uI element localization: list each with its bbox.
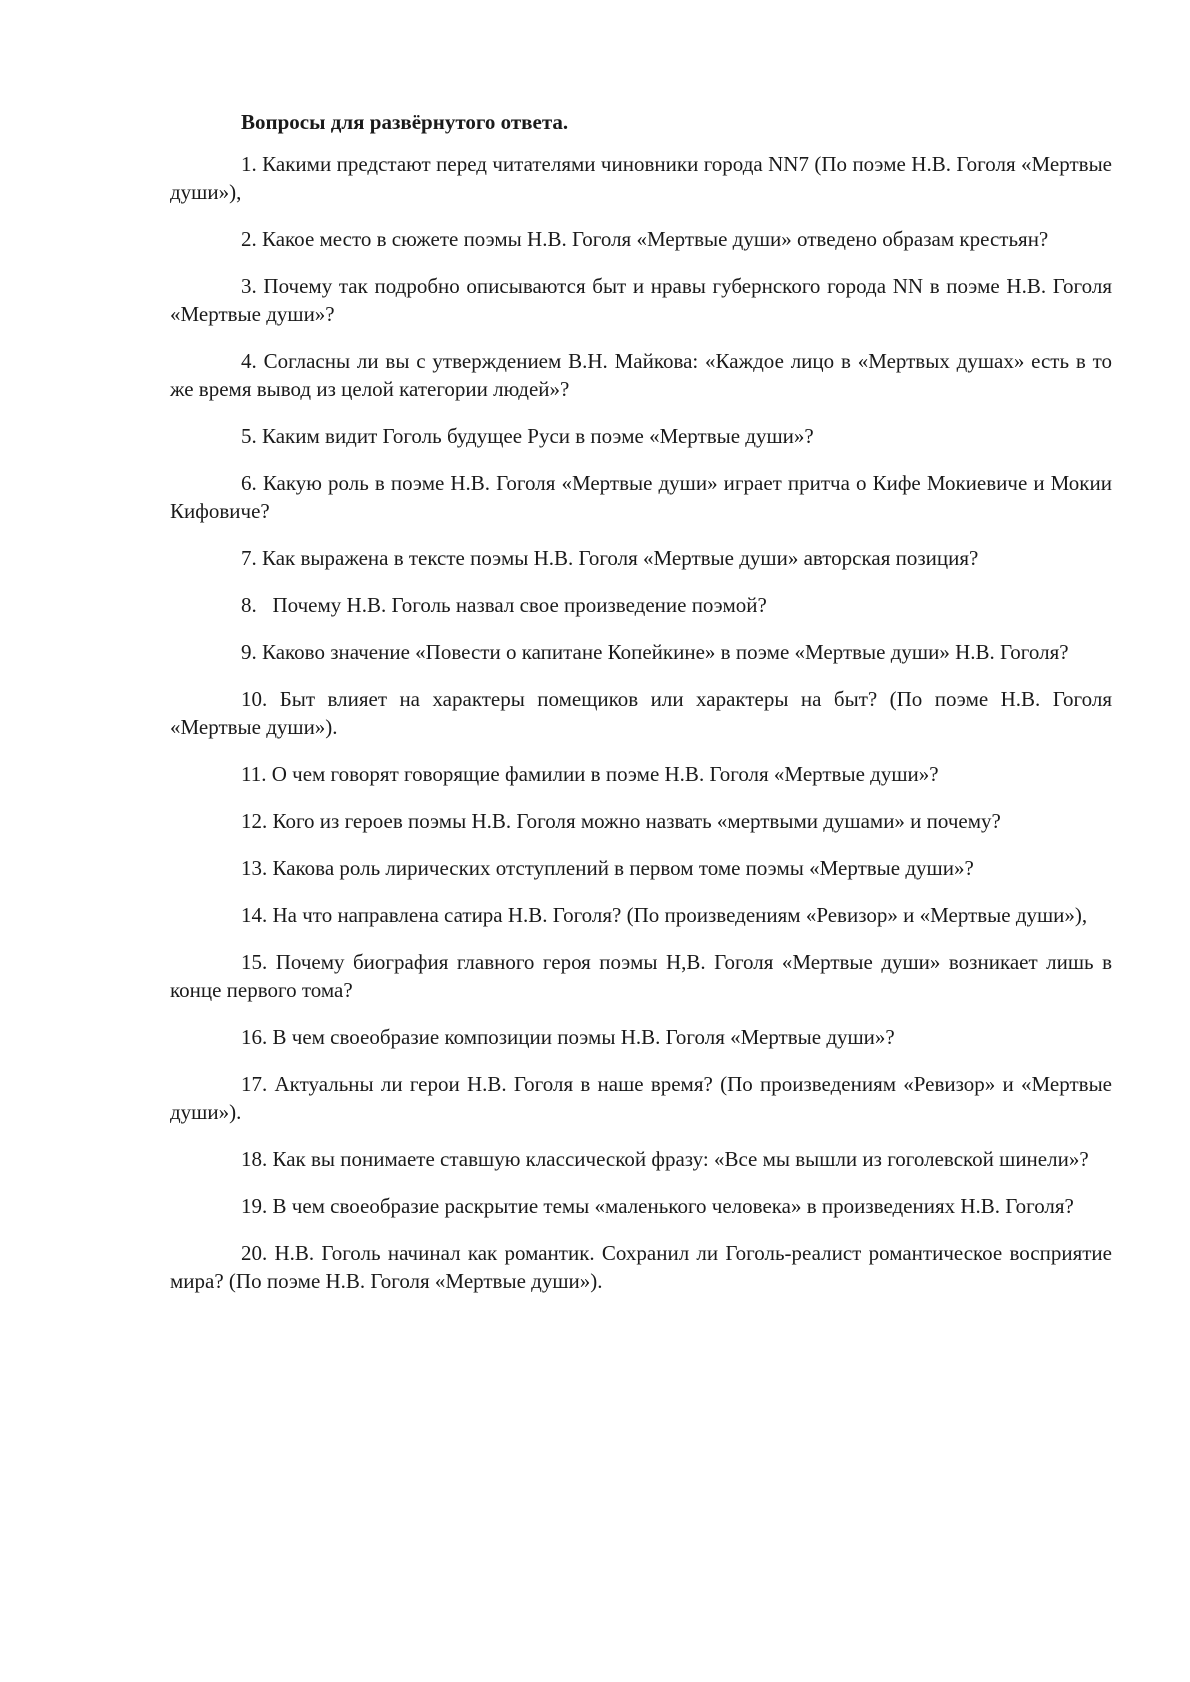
question-18: 18. Как вы понимаете ставшую классической фразу: «Все мы вышли из гоголевской шинели»? <box>241 1147 1089 1171</box>
document-content <box>170 108 1112 1314</box>
question-13: 13. Какова роль лирических отступлений в первом томе поэмы «Мертвые души»? <box>241 856 974 880</box>
question-6: 6. Какую роль в поэме Н.В. Гоголя «Мертвые души» играет притча о Кифе Мокиевиче и Мокии Кифовиче? <box>170 471 1112 523</box>
question-4: 4. Согласны ли вы с утверждением В.Н. Майкова: «Каждое лицо в «Мертвых душах» есть в то же время вывод из целой категории людей»? <box>170 349 1112 401</box>
question-3: 3. Почему так подробно описываются быт и нравы губернского города NN в поэме Н.В. Гоголя «Мертвые души»? <box>170 274 1112 326</box>
question-8: 8. Почему Н.В. Гоголь назвал свое произведение поэмой? <box>241 593 767 617</box>
question-1: 1. Какими предстают перед читателями чиновники города NN7 (По поэме Н.В. Гоголя «Мертвые души»), <box>170 152 1112 204</box>
question-11: 11. О чем говорят говорящие фамилии в поэме Н.В. Гоголя «Мертвые души»? <box>241 762 939 786</box>
question-2: 2. Какое место в сюжете поэмы Н.В. Гоголя «Мертвые души» отведено образам крестьян? <box>241 227 1049 251</box>
question-19: 19. В чем своеобразие раскрытие темы «маленького человека» в произведениях Н.В. Гоголя? <box>241 1194 1074 1218</box>
question-16: 16. В чем своеобразие композиции поэмы Н.В. Гоголя «Мертвые души»? <box>241 1025 895 1049</box>
question-12: 12. Кого из героев поэмы Н.В. Гоголя можно назвать «мертвыми душами» и почему? <box>241 809 1001 833</box>
question-20: 20. Н.В. Гоголь начинал как романтик. Сохранил ли Гоголь-реалист романтическое восприятие мира? (По поэме Н.В. Гоголя «Мертвые души»). <box>170 1241 1112 1293</box>
question-5: 5. Каким видит Гоголь будущее Руси в поэме «Мертвые души»? <box>241 424 814 448</box>
question-9: 9. Каково значение «Повести о капитане Копейкине» в поэме «Мертвые души» Н.В. Гоголя? <box>241 640 1069 664</box>
question-10: 10. Быт влияет на характеры помещиков или характеры на быт? (По поэме Н.В. Гоголя «Мертвые души»). <box>170 687 1112 739</box>
question-15: 15. Почему биография главного героя поэмы Н,В. Гоголя «Мертвые души» возникает лишь в конце первого тома? <box>170 950 1112 1002</box>
document-heading: Вопросы для развёрнутого ответа. <box>241 110 569 134</box>
question-17: 17. Актуальны ли герои Н.В. Гоголя в наше время? (По произведениям «Ревизор» и «Мертвые души»). <box>170 1072 1112 1124</box>
question-7: 7. Как выражена в тексте поэмы Н.В. Гоголя «Мертвые души» авторская позиция? <box>241 546 979 570</box>
question-14: 14. На что направлена сатира Н.В. Гоголя? (По произведениям «Ревизор» и «Мертвые души»), <box>241 903 1088 927</box>
